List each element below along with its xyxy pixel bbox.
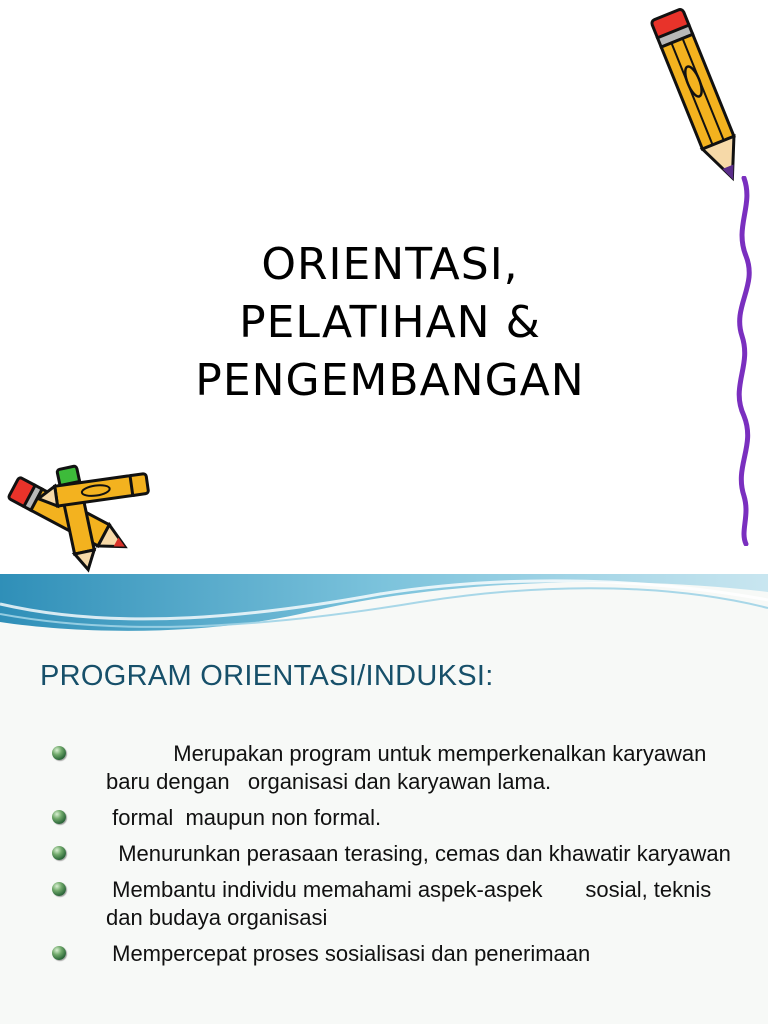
bullet-icon — [52, 846, 66, 860]
squiggle-line-icon — [724, 176, 768, 546]
bullet-list — [48, 740, 748, 976]
bullet-icon — [52, 946, 66, 960]
wave-decoration — [0, 574, 768, 644]
crossed-pencils-icon — [0, 462, 160, 574]
list-item: Membantu individu memahami aspek-aspek sosial, teknis dan budaya organisasi — [48, 876, 748, 932]
bullet-icon — [52, 810, 66, 824]
list-item: Mempercepat proses sosialisasi dan penerimaan — [48, 940, 748, 968]
bullet-icon — [52, 882, 66, 896]
title-line-3: PENGEMBANGAN — [195, 355, 585, 406]
slide-title-text — [150, 236, 630, 410]
pencil-icon — [640, 0, 760, 190]
slide-program-orientasi — [0, 574, 768, 1024]
list-item: Menurunkan perasaan terasing, cemas dan khawatir karyawan — [48, 840, 748, 868]
list-item: formal maupun non formal. — [48, 804, 748, 832]
title-line-1: ORIENTASI, — [261, 239, 519, 290]
bullet-icon — [52, 746, 66, 760]
list-item: Merupakan program untuk memperkenalkan karyawan baru dengan organisasi dan karyawan lama. — [48, 740, 748, 796]
section-heading: PROGRAM ORIENTASI/INDUKSI: — [40, 660, 494, 692]
title-line-2: PELATIHAN & — [239, 297, 541, 348]
